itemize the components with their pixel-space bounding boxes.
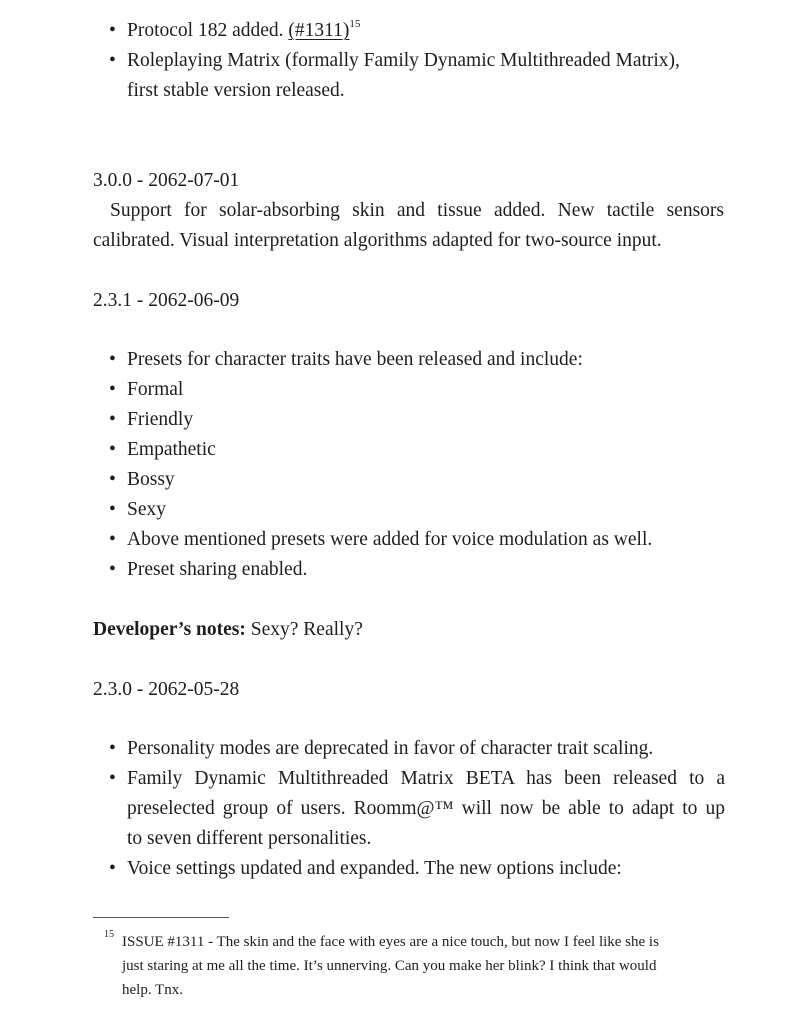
list-item: Personality modes are deprecated in favor of character trait scaling. (127, 738, 654, 759)
version-heading: 3.0.0 - 2062-07-01 (93, 170, 240, 191)
developer-notes (93, 618, 363, 642)
bullet-icon: • (109, 439, 116, 460)
list-item-line: Roleplaying Matrix (formally Family Dynamic Multithreaded Matrix), (127, 50, 680, 71)
list-item-text: Protocol 182 added. (127, 20, 289, 41)
bullet-icon: • (109, 409, 116, 430)
footnote-line: just staring at me all the time. It’s unnerving. Can you make her blink? I think that would (122, 958, 657, 974)
bullet-icon: • (109, 469, 116, 490)
list-item-line: preselected group of users. Roomm@™ will now be able to adapt to up (127, 798, 725, 819)
developer-notes-label: Developer’s notes: (93, 619, 246, 640)
bullet-icon: • (109, 738, 116, 759)
bullet-icon: • (109, 349, 116, 370)
list-item: Bossy (127, 469, 175, 490)
footnote-separator (93, 917, 229, 918)
list-item (127, 19, 360, 45)
bullet-icon: • (109, 768, 116, 789)
list-item: Voice settings updated and expanded. The new options include: (127, 858, 622, 879)
developer-notes-text: Sexy? Really? (245, 619, 363, 640)
footnote-line: help. Tnx. (122, 982, 183, 998)
paragraph-line: calibrated. Visual interpretation algorithms adapted for two-source input. (93, 230, 662, 251)
bullet-icon: • (109, 20, 116, 41)
list-item: Sexy (127, 499, 166, 520)
version-heading: 2.3.0 - 2062-05-28 (93, 679, 240, 700)
list-item: Formal (127, 379, 184, 400)
bullet-icon: • (109, 559, 116, 580)
list-item: Empathetic (127, 439, 216, 460)
bullet-icon: • (109, 858, 116, 879)
list-item: Preset sharing enabled. (127, 559, 308, 580)
bullet-icon: • (109, 379, 116, 400)
list-item-line: Family Dynamic Multithreaded Matrix BETA has been released to a (127, 768, 725, 789)
footnote-line: ISSUE #1311 - The skin and the face with eyes are a nice touch, but now I feel like she is (122, 934, 659, 950)
bullet-icon: • (109, 529, 116, 550)
footnote-number: 15 (104, 929, 114, 940)
list-item: Friendly (127, 409, 194, 430)
paragraph-line: Support for solar-absorbing skin and tissue added. New tactile sensors (110, 200, 724, 221)
bullet-icon: • (109, 499, 116, 520)
list-item-line: first stable version released. (127, 80, 345, 101)
bullet-icon: • (109, 50, 116, 71)
list-item: Above mentioned presets were added for voice modulation as well. (127, 529, 653, 550)
issue-link[interactable]: (#1311) (288, 20, 350, 41)
list-item: Presets for character traits have been released and include: (127, 349, 583, 370)
version-heading: 2.3.1 - 2062-06-09 (93, 290, 240, 311)
list-item-line: to seven different personalities. (127, 828, 372, 849)
footnote-ref[interactable]: 15 (349, 18, 361, 30)
